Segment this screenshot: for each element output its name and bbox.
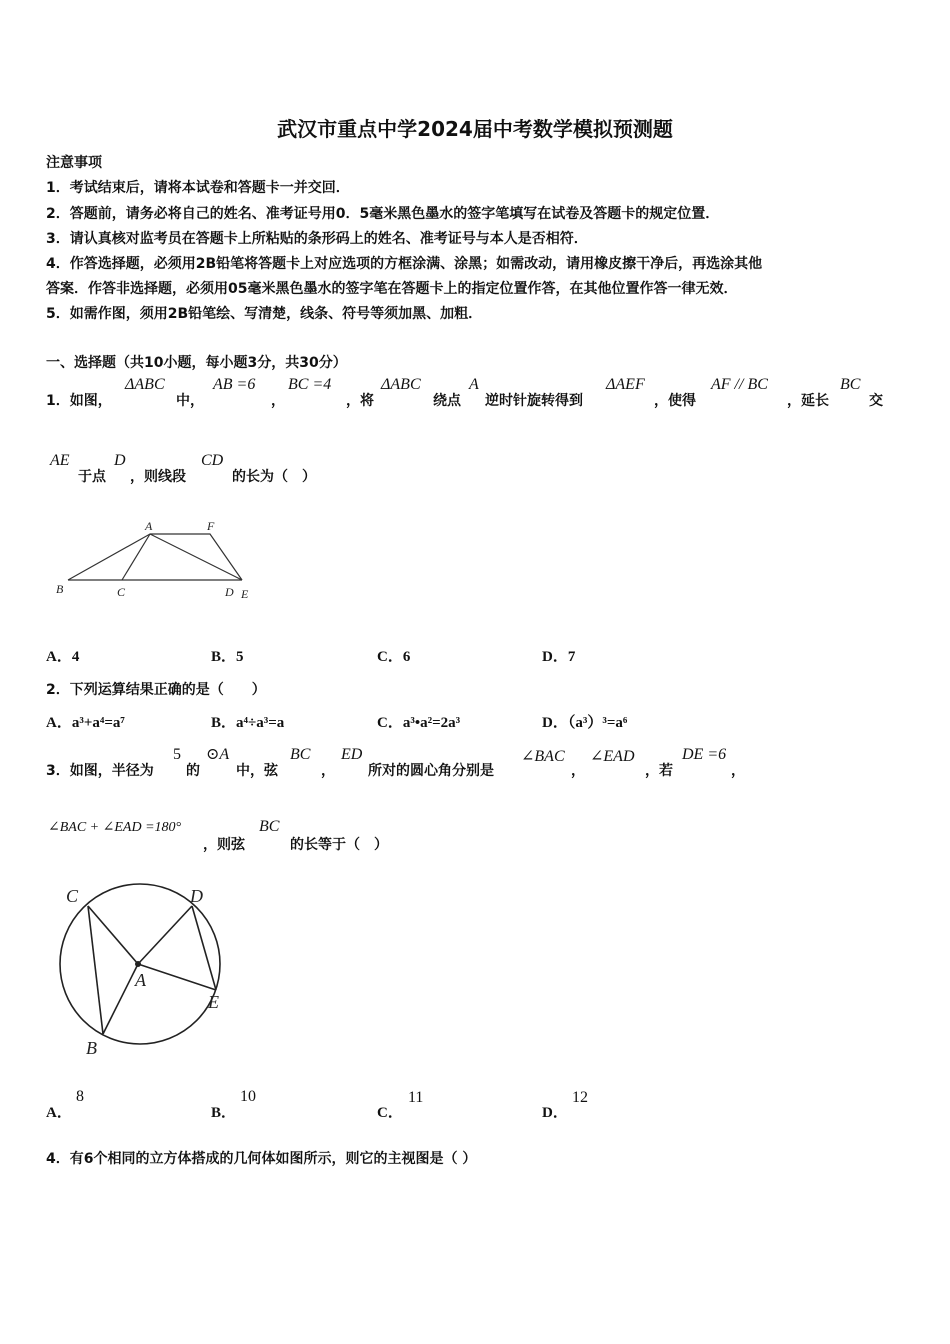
radius-ac [88,906,138,964]
label-c: C [117,585,126,599]
label-e: E [208,992,219,1012]
q3-option-c[interactable]: C． [377,1105,403,1121]
q1-math: BC =4 [288,376,332,393]
q3-option-a[interactable]: A． [46,1105,72,1121]
q3-text: 中，弦 [236,763,278,779]
q3-math: BC [290,746,311,763]
label-a: A [135,970,146,990]
q1-math: D [114,452,126,469]
q1-option-b[interactable]: B．5 [211,649,244,665]
label-b: B [56,582,64,596]
q1-text: ，延长 [787,393,829,409]
q1-text: ，将 [346,393,374,409]
q1-math: AB =6 [213,376,256,393]
q1-option-a[interactable]: A．4 [46,649,80,665]
center-point [135,961,141,967]
note-item: 答案．作答非选择题，必须用05毫米黑色墨水的签字笔在答题卡上的指定位置作答，在其他位置作答一律无效． [46,281,738,297]
q3-option-d-value: 12 [572,1089,588,1106]
q1-math: ΔABC [125,376,165,393]
q3-option-a-value: 8 [76,1088,84,1105]
q3-text: 3．如图，半径为 [46,763,154,779]
label-c: C [66,886,79,906]
q3-text: ， [571,763,585,779]
q1-text: 绕点 [433,393,461,409]
q1-text: ， [271,393,285,409]
q1-math: AF // BC [711,376,768,393]
triangle-outline [68,534,242,580]
q3-text: 所对的圆心角分别是 [368,763,494,779]
q3-math: 5 [173,746,181,763]
q1-option-c[interactable]: C．6 [377,649,411,665]
chord-cb [88,906,103,1034]
note-item: 3．请认真核对监考员在答题卡上所粘贴的条形码上的姓名、准考证号与本人是否相符． [46,231,588,247]
q3-math: ⊙A [206,746,230,763]
q4-stem: 4．有6个相同的立方体搭成的几何体如图所示，则它的主视图是（ ） [46,1151,477,1167]
q1-text: 的长为（ ） [232,469,316,485]
radius-ab [103,964,138,1034]
label-b: B [86,1038,97,1058]
q2-option-d[interactable]: D．（a³）³=a⁶ [542,715,628,731]
q1-text: 中， [176,393,204,409]
section-heading: 一、选择题（共10小题，每小题3分，共30分） [46,355,347,371]
q1-text: 1．如图， [46,393,112,409]
segment-ac [122,534,150,580]
notes-heading: 注意事项 [46,155,102,171]
q3-text: ，若 [645,763,673,779]
label-f: F [207,519,215,533]
q1-text: 交 [869,393,883,409]
q2-option-a[interactable]: A．a³+a⁴=a⁷ [46,715,125,731]
q2-stem: 2．下列运算结果正确的是（ ） [46,682,266,698]
q1-math: A [469,376,479,393]
q2-option-c[interactable]: C．a³•a²=2a³ [377,715,461,731]
q3-option-d[interactable]: D． [542,1105,568,1121]
q1-math: ΔAEF [606,376,645,393]
q3-math: ED [341,746,363,763]
q1-text: ，使得 [654,393,696,409]
radius-ad [138,906,192,964]
q3-math: ∠EAD [590,748,635,765]
q3-text: 的长等于（ ） [290,837,388,853]
q3-text: ， [321,763,335,779]
q3-math: BC [259,818,280,835]
q1-math: ΔABC [381,376,421,393]
label-e: E [241,587,249,601]
q3-math: DE =6 [682,746,727,763]
q3-text: 的 [186,763,200,779]
q1-text: ，则线段 [130,469,186,485]
q3-option-b[interactable]: B． [211,1105,237,1121]
note-item: 2．答题前，请务必将自己的姓名、准考证号用0．5毫米黑色墨水的签字笔填写在试卷及答题卡的规定位置． [46,206,720,222]
page-title: 武汉市重点中学2024届中考数学模拟预测题 [277,117,673,141]
q1-figure [50,512,265,606]
label-a: A [145,519,153,533]
q3-math: ∠BAC + ∠EAD =180° [48,820,182,835]
label-d: D [190,886,203,906]
q2-option-b[interactable]: B．a⁴÷a³=a [211,715,285,731]
note-item: 5．如需作图，须用2B铅笔绘、写清楚，线条、符号等须加黑、加粗． [46,306,483,322]
chord-de [192,906,216,990]
q1-option-d[interactable]: D．7 [542,649,576,665]
q3-math: ∠BAC [521,748,565,765]
q1-math: AE [50,452,70,469]
q3-figure [50,880,250,1060]
q1-math: CD [201,452,224,469]
q3-text: ， [731,763,745,779]
q3-option-b-value: 10 [240,1088,256,1105]
q3-option-c-value: 11 [408,1089,424,1106]
q3-text: ，则弦 [203,837,245,853]
note-item: 4．作答选择题，必须用2B铅笔将答题卡上对应选项的方框涂满、涂黑；如需改动，请用橡皮擦干净后，再选涂其他 [46,256,763,272]
radius-ae [138,964,216,990]
note-item: 1．考试结束后，请将本试卷和答题卡一并交回． [46,180,350,196]
q1-text: 于点 [78,469,106,485]
label-d: D [225,585,234,599]
q1-text: 逆时针旋转得到 [485,393,583,409]
q1-math: BC [840,376,861,393]
